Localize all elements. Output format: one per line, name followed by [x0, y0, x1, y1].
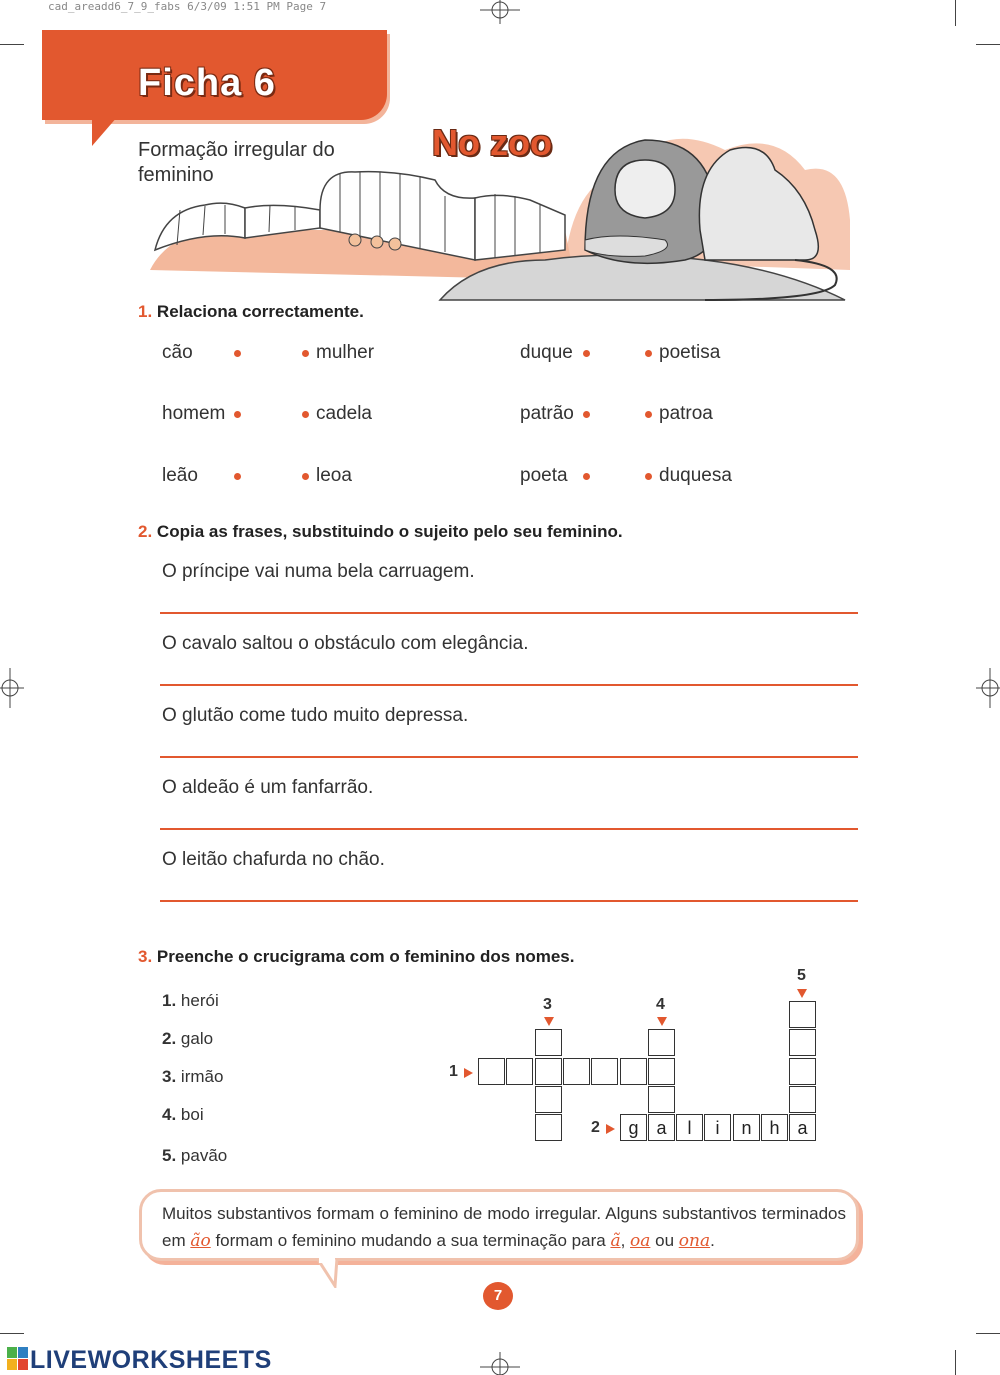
registration-mark	[976, 668, 1000, 708]
arrow-down-icon	[657, 1017, 667, 1026]
crossword-cell[interactable]: h	[761, 1114, 788, 1141]
brand-name: LIVEWORKSHEETS	[30, 1346, 272, 1374]
match-dot[interactable]	[583, 350, 590, 357]
crossword-cell[interactable]	[535, 1029, 562, 1056]
clue: 4. boi	[162, 1105, 204, 1124]
crop-mark	[0, 44, 24, 45]
crossword-cell[interactable]	[591, 1058, 618, 1085]
match-right-word: patroa	[659, 403, 713, 424]
crossword-cell[interactable]	[535, 1086, 562, 1113]
question-3-instruction: Preenche o crucigrama com o feminino dos nomes.	[156, 947, 575, 966]
crossword-cell[interactable]	[789, 1086, 816, 1113]
crossword-cell[interactable]	[789, 1001, 816, 1028]
question-1-number: 1.	[138, 302, 153, 321]
match-dot[interactable]	[302, 350, 309, 357]
crop-mark	[976, 1333, 1000, 1334]
clue: 1. herói	[162, 991, 219, 1010]
match-right-word: cadela	[316, 403, 372, 424]
answer-line[interactable]	[160, 612, 858, 614]
crop-mark	[976, 44, 1000, 45]
page-title: Ficha 6	[138, 62, 276, 104]
crossword-cell[interactable]	[789, 1058, 816, 1085]
question-3	[138, 947, 574, 967]
question-1-instruction: Relaciona correctamente.	[156, 302, 364, 321]
illustration-title: No zoo	[432, 122, 552, 163]
registration-mark	[480, 1352, 520, 1375]
crossword-cell[interactable]	[535, 1114, 562, 1141]
crossword-cell[interactable]	[789, 1029, 816, 1056]
match-left-word: poeta	[520, 465, 568, 486]
arrow-right-icon	[464, 1068, 473, 1078]
sentence: O aldeão é um fanfarrão.	[162, 777, 374, 798]
crossword-cell[interactable]: n	[733, 1114, 760, 1141]
match-left-word: patrão	[520, 403, 574, 424]
title-ribbon-tail	[92, 116, 118, 146]
crossword-cell[interactable]: g	[620, 1114, 647, 1141]
liveworksheets-logo-icon	[7, 1347, 29, 1371]
crop-mark	[955, 0, 956, 26]
crop-mark	[955, 1350, 956, 1375]
match-left-word: homem	[162, 403, 226, 424]
question-2	[138, 522, 623, 542]
match-right-word: mulher	[316, 342, 375, 363]
crossword-cell[interactable]	[648, 1029, 675, 1056]
crossword-number: 1	[449, 1063, 458, 1080]
match-right-word: duquesa	[659, 465, 732, 486]
crossword-number: 2	[591, 1119, 600, 1136]
match-dot[interactable]	[234, 473, 241, 480]
page-subtitle: Formação irregular do feminino	[138, 139, 335, 186]
arrow-down-icon	[544, 1017, 554, 1026]
question-2-number: 2.	[138, 522, 153, 541]
crossword-cell[interactable]	[648, 1058, 675, 1085]
clue: 3. irmão	[162, 1067, 224, 1086]
match-dot[interactable]	[234, 350, 241, 357]
match-left-word: duque	[520, 342, 573, 363]
crossword-cell[interactable]: a	[648, 1114, 675, 1141]
crossword-number: 5	[797, 967, 806, 984]
registration-mark	[0, 668, 24, 708]
clue: 5. pavão	[162, 1146, 228, 1165]
match-dot[interactable]	[234, 411, 241, 418]
question-1	[138, 302, 364, 322]
question-2-instruction: Copia as frases, substituindo o sujeito pelo seu feminino.	[156, 522, 623, 541]
match-dot[interactable]	[302, 411, 309, 418]
match-right-word: poetisa	[659, 342, 721, 363]
match-dot[interactable]	[645, 350, 652, 357]
crossword-cell[interactable]	[535, 1058, 562, 1085]
sentence: O glutão come tudo muito depressa.	[162, 705, 469, 726]
match-dot[interactable]	[645, 473, 652, 480]
sentence: O cavalo saltou o obstáculo com elegância.	[162, 633, 529, 654]
clue: 2. galo	[162, 1029, 214, 1048]
match-dot[interactable]	[645, 411, 652, 418]
match-dot[interactable]	[583, 473, 590, 480]
match-left-word: leão	[162, 465, 198, 486]
arrow-down-icon	[797, 989, 807, 998]
answer-line[interactable]	[160, 900, 858, 902]
crossword-cell[interactable]	[506, 1058, 533, 1085]
sentence: O príncipe vai numa bela carruagem.	[162, 561, 475, 582]
file-header: cad_areadd6_7_9_fabs 6/3/09 1:51 PM Page 7	[48, 0, 327, 13]
crossword-cell[interactable]	[478, 1058, 505, 1085]
page-number: 7	[483, 1282, 513, 1310]
match-left-word: cão	[162, 342, 193, 363]
crossword-cell[interactable]	[620, 1058, 647, 1085]
answer-line[interactable]	[160, 756, 858, 758]
crop-mark	[0, 1333, 24, 1334]
answer-line[interactable]	[160, 684, 858, 686]
note-tail	[315, 1258, 355, 1288]
crossword-number: 3	[543, 996, 552, 1013]
answer-line[interactable]	[160, 828, 858, 830]
crossword-cell[interactable]	[563, 1058, 590, 1085]
question-3-number: 3.	[138, 947, 153, 966]
info-note-text: Muitos substantivos formam o feminino de modo irregular. Alguns substantivos terminados em ão formam o feminino mudando a sua terminação para ã, oa ou ona.	[162, 1204, 846, 1251]
crossword-cell[interactable]: a	[789, 1114, 816, 1141]
match-dot[interactable]	[302, 473, 309, 480]
crossword-cell[interactable]	[648, 1086, 675, 1113]
arrow-right-icon	[606, 1124, 615, 1134]
sentence: O leitão chafurda no chão.	[162, 849, 385, 870]
crossword-cell[interactable]: i	[704, 1114, 731, 1141]
crossword-number: 4	[656, 996, 665, 1013]
registration-mark	[480, 0, 520, 24]
match-dot[interactable]	[583, 411, 590, 418]
crossword-cell[interactable]: l	[676, 1114, 703, 1141]
match-right-word: leoa	[316, 465, 352, 486]
